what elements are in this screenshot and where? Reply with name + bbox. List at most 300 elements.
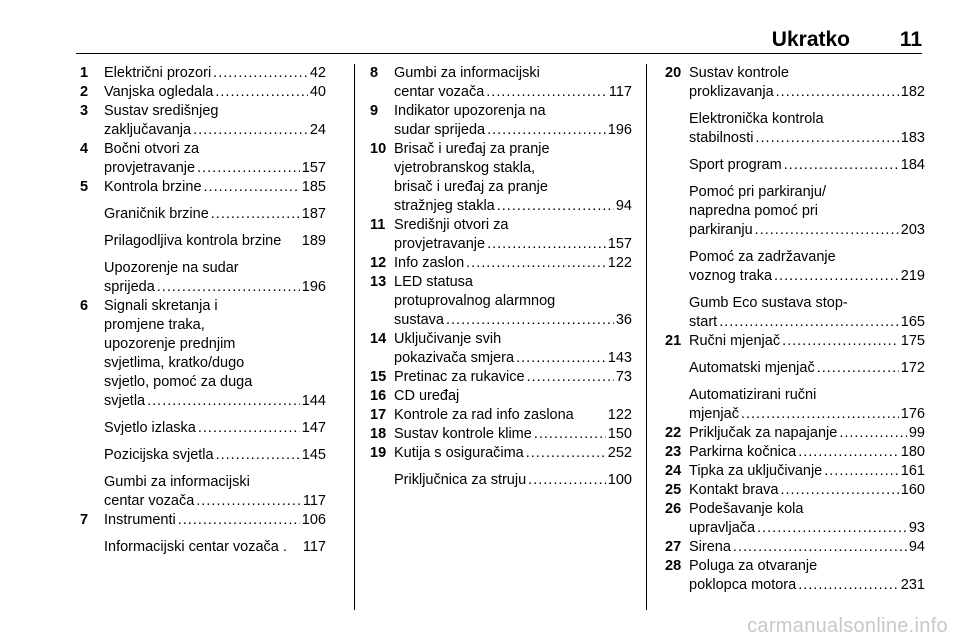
dot-leader: [534, 425, 606, 444]
entry-line: proklizavanja: [689, 84, 774, 100]
entry-last-line: [104, 159, 326, 178]
entry-text: [104, 140, 326, 178]
page-reference: 117: [608, 84, 632, 100]
entry-line: Vanjska ogledala: [104, 84, 214, 100]
entry-text: [689, 538, 925, 557]
entry-line: Tipka za uključivanje: [689, 463, 823, 479]
dot-leader: [784, 156, 899, 175]
dot-leader: [798, 576, 899, 595]
index-entry: [370, 406, 632, 425]
index-entry: [80, 178, 326, 197]
index-entry: [80, 64, 326, 83]
entry-text: [394, 64, 632, 102]
entry-line: upozorenje prednjim: [104, 336, 236, 352]
entry-text: [104, 259, 326, 297]
entry-line: Signali skretanja i: [104, 298, 218, 314]
item-number: 8: [370, 65, 379, 81]
header-rule: [76, 53, 922, 54]
entry-last-line: [104, 64, 326, 83]
dot-leader: [526, 444, 606, 463]
entry-line: Kontrole za rad info zaslona: [394, 407, 574, 423]
entry-text: [104, 83, 326, 102]
item-number: [665, 386, 689, 424]
item-number: 21: [665, 333, 682, 349]
item-number: [80, 538, 104, 557]
entry-last-line: [689, 519, 925, 538]
item-number: 12: [370, 255, 387, 271]
dot-leader: [216, 446, 300, 465]
entry-line: Pozicijska svjetla: [104, 447, 214, 463]
item-number: 2: [80, 84, 89, 100]
entry-text: [689, 481, 925, 500]
entry-last-line: [689, 332, 925, 351]
entry-line: Sustav kontrole klime: [394, 426, 532, 442]
page-reference: 99: [908, 425, 925, 441]
entry-line: voznog traka: [689, 268, 773, 284]
page-reference: 219: [900, 268, 925, 284]
dot-leader: [798, 443, 899, 462]
entry-line: Pomoć za zadržavanje: [689, 249, 836, 265]
entry-line: provjetravanje: [104, 160, 196, 176]
page-reference: 100: [607, 472, 632, 488]
dot-leader: [446, 311, 614, 330]
dot-leader: [211, 205, 300, 224]
dot-leader: [147, 392, 300, 411]
entry-last-line: [689, 576, 925, 595]
dot-leader: [193, 121, 308, 140]
dot-leader: [486, 83, 607, 102]
index-entry: [665, 500, 925, 538]
entry-last-line: [394, 235, 632, 254]
item-number: [80, 419, 104, 438]
page-reference: 184: [900, 157, 925, 173]
page-reference: 187: [301, 206, 326, 222]
index-entry: [665, 443, 925, 462]
index-entry: [370, 102, 632, 140]
entry-line: centar vozača: [394, 84, 485, 100]
page-reference: 36: [615, 312, 632, 328]
item-number: 10: [370, 141, 387, 157]
item-number: [665, 294, 689, 332]
entry-line: Električni prozori: [104, 65, 212, 81]
index-entry: [370, 273, 632, 330]
dot-leader: [528, 471, 606, 490]
entry-last-line: [689, 481, 925, 500]
entry-last-line: [689, 156, 925, 175]
entry-last-line: [104, 492, 326, 511]
entry-last-line: [689, 443, 925, 462]
item-number: 16: [370, 388, 387, 404]
index-column-3: [665, 64, 925, 595]
entry-line: mjenjač: [689, 406, 739, 422]
index-entry: [665, 156, 925, 175]
dot-leader: [817, 359, 899, 378]
entry-text: [689, 359, 925, 378]
page-reference: 94: [908, 539, 925, 555]
index-entry: [370, 471, 632, 490]
entry-line: Ručni mjenjač: [689, 333, 781, 349]
entry-last-line: [689, 405, 925, 424]
entry-text: [104, 102, 326, 140]
index-entry: [665, 557, 925, 595]
entry-line: Priključak za napajanje: [689, 425, 838, 441]
entry-last-line: [104, 511, 326, 530]
index-entry: [80, 511, 326, 530]
column-divider: [354, 64, 355, 610]
entry-line: Gumb Eco sustava stop-: [689, 295, 848, 311]
entry-line: Sustav kontrole: [689, 65, 789, 81]
item-number: [665, 183, 689, 240]
index-entry: [370, 140, 632, 216]
entry-text: [394, 140, 632, 216]
index-entry: [665, 481, 925, 500]
page-reference: 93: [908, 520, 925, 536]
index-entry: [80, 102, 326, 140]
dot-leader: [527, 368, 614, 387]
entry-line: CD uređaj: [394, 388, 460, 404]
entry-text: [104, 446, 326, 465]
entry-last-line: [689, 129, 925, 148]
entry-text: [689, 294, 925, 332]
item-number: 22: [665, 425, 682, 441]
item-number: 9: [370, 103, 379, 119]
index-entry: [370, 330, 632, 368]
index-column-2: [370, 64, 632, 490]
item-number: 23: [665, 444, 682, 460]
dot-leader: [757, 519, 907, 538]
entry-text: [689, 332, 925, 351]
entry-last-line: [689, 313, 925, 332]
page-reference: 117: [302, 539, 326, 555]
entry-last-line: [394, 387, 632, 406]
item-number: [80, 446, 104, 465]
watermark: carmanualsonline.info: [747, 615, 948, 637]
entry-line: parkiranju: [689, 222, 753, 238]
item-number: 7: [80, 512, 89, 528]
entry-line: sprijeda: [104, 279, 155, 295]
page-reference: 144: [301, 393, 326, 409]
entry-text: [394, 368, 632, 387]
entry-text: [394, 273, 632, 330]
item-number: 17: [370, 407, 387, 423]
entry-line: centar vozača: [104, 493, 195, 509]
page-reference: 40: [309, 84, 326, 100]
entry-line: Elektronička kontrola: [689, 111, 824, 127]
index-entry: [665, 110, 925, 148]
index-entry: [80, 473, 326, 511]
entry-line: Gumbi za informacijski: [104, 474, 250, 490]
column-divider: [646, 64, 647, 610]
page-reference: 106: [301, 512, 326, 528]
entry-last-line: [394, 197, 632, 216]
entry-last-line: [104, 419, 326, 438]
index-entry: [80, 232, 326, 251]
dot-leader: [733, 538, 907, 557]
dot-leader: [197, 159, 300, 178]
entry-line: Sirena: [689, 539, 731, 555]
item-number: [370, 471, 394, 490]
item-number: 20: [665, 65, 682, 81]
dot-leader: [178, 511, 300, 530]
entry-line: Središnji otvori za: [394, 217, 509, 233]
entry-text: [104, 419, 326, 438]
entry-last-line: [104, 278, 326, 297]
entry-line: Bočni otvori za: [104, 141, 200, 157]
entry-line: Indikator upozorenja na: [394, 103, 546, 119]
item-number: 28: [665, 558, 682, 574]
dot-leader: [157, 278, 300, 297]
index-entry: [80, 140, 326, 178]
page-header: [76, 28, 922, 52]
entry-last-line: [394, 121, 632, 140]
entry-text: [689, 248, 925, 286]
item-number: 14: [370, 331, 387, 347]
entry-line: brisač i uređaj za pranje: [394, 179, 548, 195]
index-entry: [665, 424, 925, 443]
entry-line: Info zaslon: [394, 255, 465, 271]
entry-line: svjetlima, kratko/dugo: [104, 355, 245, 371]
entry-line: Brisač i uređaj za pranje: [394, 141, 550, 157]
entry-text: [689, 183, 925, 240]
page-reference: 143: [607, 350, 632, 366]
entry-text: [104, 297, 326, 411]
entry-last-line: [394, 406, 632, 425]
item-number: 1: [80, 65, 89, 81]
entry-text: [689, 156, 925, 175]
entry-line: Priključnica za struju: [394, 472, 527, 488]
entry-line: stražnjeg stakla: [394, 198, 495, 214]
item-number: [665, 110, 689, 148]
page-reference: 122: [607, 255, 632, 271]
entry-text: [394, 406, 632, 425]
entry-line: svjetla: [104, 393, 146, 409]
entry-text: [104, 473, 326, 511]
entry-line: vjetrobranskog stakla,: [394, 160, 536, 176]
entry-last-line: [689, 424, 925, 443]
dot-leader: [755, 221, 899, 240]
dot-leader: [204, 178, 300, 197]
dot-leader: [466, 254, 606, 273]
entry-text: [394, 471, 632, 490]
item-number: [80, 205, 104, 224]
index-entry: [370, 254, 632, 273]
page-reference: 189: [301, 233, 326, 249]
index-entry: [80, 83, 326, 102]
entry-last-line: [104, 446, 326, 465]
index-entry: [665, 462, 925, 481]
page-reference: 147: [301, 420, 326, 436]
item-number: 26: [665, 501, 682, 517]
entry-text: [689, 557, 925, 595]
page-reference: 117: [302, 493, 326, 509]
item-number: [665, 156, 689, 175]
entry-line: Sport program: [689, 157, 782, 173]
item-number: 27: [665, 539, 682, 555]
page-number: 11: [899, 28, 922, 51]
entry-text: [689, 110, 925, 148]
entry-last-line: [104, 232, 326, 251]
entry-last-line: [394, 471, 632, 490]
page-reference: 24: [309, 122, 326, 138]
index-column-1: [80, 64, 326, 557]
entry-last-line: [689, 538, 925, 557]
page-reference: 185: [301, 179, 326, 195]
index-entry: [80, 205, 326, 224]
index-entry: [80, 419, 326, 438]
index-entry: [665, 332, 925, 351]
entry-line: Svjetlo izlaska: [104, 420, 196, 436]
index-entry: [370, 425, 632, 444]
entry-line: svjetlo, pomoć za duga: [104, 374, 253, 390]
entry-line: Parkirna kočnica: [689, 444, 797, 460]
item-number: [80, 473, 104, 511]
page-reference: 160: [900, 482, 925, 498]
index-entry: [665, 64, 925, 102]
item-number: [80, 259, 104, 297]
entry-last-line: [104, 205, 326, 224]
entry-line: zaključavanja: [104, 122, 192, 138]
index-entry: [665, 359, 925, 378]
dot-leader: [774, 267, 899, 286]
entry-last-line: [689, 359, 925, 378]
entry-line: Gumbi za informacijski: [394, 65, 540, 81]
entry-text: [394, 216, 632, 254]
dot-leader: [782, 332, 899, 351]
entry-last-line: [104, 121, 326, 140]
entry-text: [689, 462, 925, 481]
page-reference: 231: [900, 577, 925, 593]
entry-line: Poluga za otvaranje: [689, 558, 818, 574]
page-reference: 157: [301, 160, 326, 176]
page-reference: 203: [900, 222, 925, 238]
entry-last-line: [394, 311, 632, 330]
index-entry: [665, 248, 925, 286]
page-reference: 180: [900, 444, 925, 460]
entry-last-line: [394, 83, 632, 102]
entry-text: [394, 425, 632, 444]
index-entry: [80, 538, 326, 557]
entry-text: [104, 232, 326, 251]
item-number: 18: [370, 426, 387, 442]
entry-last-line: [104, 83, 326, 102]
page-reference: 183: [900, 130, 925, 146]
entry-text: [394, 254, 632, 273]
entry-line: provjetravanje: [394, 236, 486, 252]
index-entry: [80, 446, 326, 465]
item-number: 6: [80, 298, 89, 314]
entry-line: Podešavanje kola: [689, 501, 804, 517]
entry-line: Graničnik brzine: [104, 206, 209, 222]
entry-line: poklopca motora: [689, 577, 797, 593]
entry-text: [394, 102, 632, 140]
index-entry: [665, 294, 925, 332]
entry-last-line: [394, 368, 632, 387]
entry-line: Automatizirani ručni: [689, 387, 817, 403]
entry-line: LED statusa: [394, 274, 473, 290]
entry-line: Informacijski centar vozača .: [104, 539, 287, 555]
entry-line: sustava: [394, 312, 444, 328]
entry-line: Kontrola brzine: [104, 179, 202, 195]
entry-text: [104, 178, 326, 197]
entry-line: Prilagodljiva kontrola brzine: [104, 233, 282, 249]
item-number: [665, 248, 689, 286]
page-reference: 145: [301, 447, 326, 463]
entry-text: [689, 443, 925, 462]
entry-line: Upozorenje na sudar: [104, 260, 239, 276]
entry-text: [689, 424, 925, 443]
item-number: [80, 232, 104, 251]
index-entry: [665, 183, 925, 240]
entry-text: [104, 511, 326, 530]
dot-leader: [755, 129, 898, 148]
dot-leader: [213, 64, 308, 83]
entry-line: Sustav središnjeg: [104, 103, 219, 119]
index-entry: [370, 444, 632, 463]
index-entry: [370, 387, 632, 406]
entry-last-line: [394, 349, 632, 368]
entry-text: [104, 205, 326, 224]
entry-last-line: [394, 425, 632, 444]
page-reference: 122: [607, 407, 632, 423]
page-reference: 73: [615, 369, 632, 385]
dot-leader: [839, 424, 907, 443]
page-reference: 175: [900, 333, 925, 349]
entry-line: Instrumenti: [104, 512, 176, 528]
entry-text: [689, 500, 925, 538]
page-reference: 150: [607, 426, 632, 442]
page-reference: 196: [301, 279, 326, 295]
index-entry: [665, 386, 925, 424]
entry-line: pokazivača smjera: [394, 350, 515, 366]
entry-line: Kontakt brava: [689, 482, 779, 498]
entry-line: promjene traka,: [104, 317, 205, 333]
item-number: 4: [80, 141, 89, 157]
index-entry: [370, 64, 632, 102]
index-entry: [370, 368, 632, 387]
dot-leader: [516, 349, 606, 368]
dot-leader: [719, 313, 899, 332]
index-entry: [80, 259, 326, 297]
entry-last-line: [104, 538, 326, 557]
entry-last-line: [394, 254, 632, 273]
item-number: 5: [80, 179, 89, 195]
dot-leader: [780, 481, 898, 500]
entry-text: [394, 444, 632, 463]
item-number: 24: [665, 463, 682, 479]
item-number: [665, 359, 689, 378]
item-number: 15: [370, 369, 387, 385]
entry-line: Automatski mjenjač: [689, 360, 815, 376]
entry-line: upravljača: [689, 520, 756, 536]
entry-last-line: [689, 267, 925, 286]
entry-last-line: [689, 83, 925, 102]
item-number: 25: [665, 482, 682, 498]
index-entry: [665, 538, 925, 557]
dot-leader: [497, 197, 614, 216]
dot-leader: [215, 83, 307, 102]
item-number: 11: [370, 217, 386, 233]
dot-leader: [196, 492, 301, 511]
entry-text: [104, 64, 326, 83]
page-reference: 252: [607, 445, 632, 461]
dot-leader: [487, 235, 606, 254]
page-reference: 182: [900, 84, 925, 100]
dot-leader: [824, 462, 899, 481]
page-reference: 161: [900, 463, 925, 479]
index-entry: [370, 216, 632, 254]
entry-text: [394, 330, 632, 368]
item-number: 3: [80, 103, 89, 119]
